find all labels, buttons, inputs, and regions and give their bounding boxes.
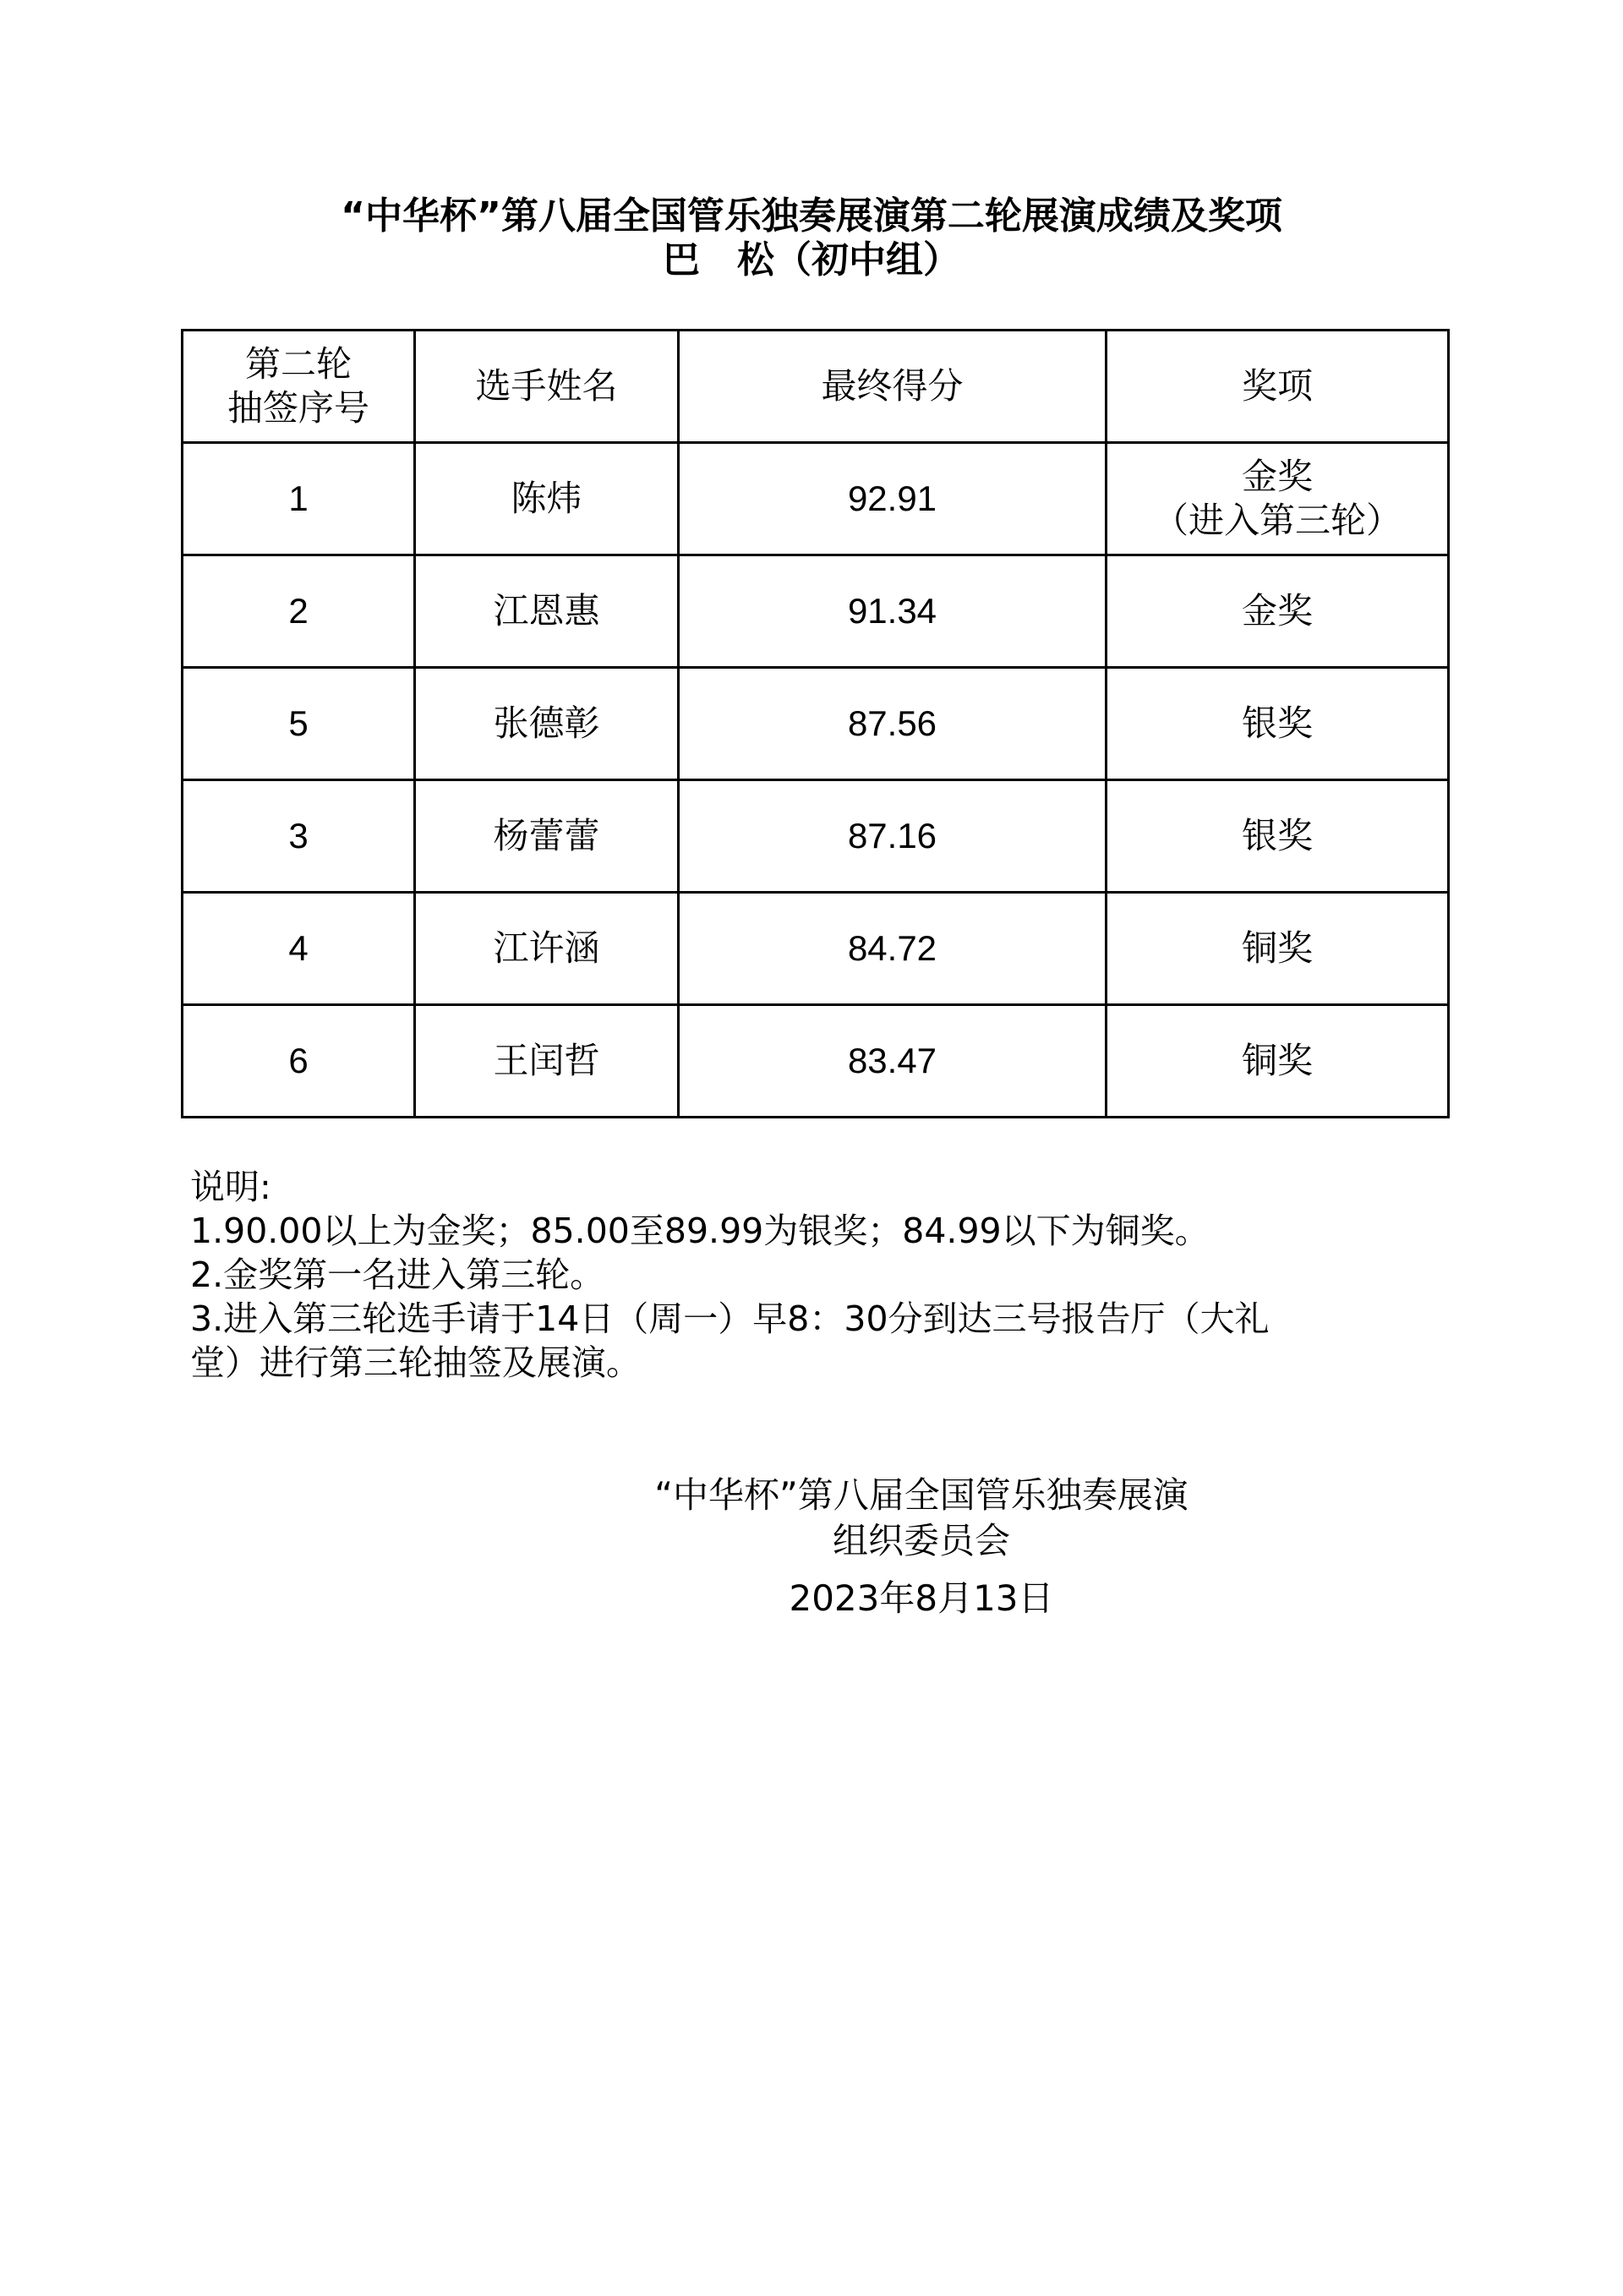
score-cell: 83.47 bbox=[679, 1005, 1107, 1118]
award-cell bbox=[1107, 443, 1449, 555]
notes-item-3-line-2: 堂）进行第三轮抽签及展演。 bbox=[190, 1342, 641, 1383]
score-cell: 92.91 bbox=[679, 443, 1107, 555]
header-draw-number bbox=[183, 331, 415, 443]
signature-committee: 组织委员会 bbox=[832, 1520, 1010, 1561]
signature-organization: “中华杯”第八届全国管乐独奏展演 bbox=[654, 1474, 1189, 1516]
header-score: 最终得分 bbox=[679, 331, 1107, 443]
draw-number-cell: 6 bbox=[183, 1005, 415, 1118]
name-cell: 江许涵 bbox=[415, 893, 679, 1005]
notes-section bbox=[190, 1165, 1416, 1385]
document-subtitle: 巴 松（初中组） bbox=[663, 238, 960, 282]
draw-number-cell: 3 bbox=[183, 780, 415, 893]
name-cell: 王闰哲 bbox=[415, 1005, 679, 1118]
name-cell: 陈炜 bbox=[415, 443, 679, 555]
score-cell: 87.56 bbox=[679, 668, 1107, 780]
notes-heading: 说明: bbox=[190, 1167, 271, 1207]
table-row bbox=[183, 1005, 1449, 1118]
name-cell: 杨蕾蕾 bbox=[415, 780, 679, 893]
notes-item-3-line-1: 3.进入第三轮选手请于14日（周一）早8：30分到达三号报告厅（大礼 bbox=[190, 1298, 1270, 1339]
table-row bbox=[183, 893, 1449, 1005]
score-cell: 84.72 bbox=[679, 893, 1107, 1005]
name-cell: 江恩惠 bbox=[415, 555, 679, 668]
draw-number-cell: 1 bbox=[183, 443, 415, 555]
name-cell: 张德彰 bbox=[415, 668, 679, 780]
draw-number-cell: 2 bbox=[183, 555, 415, 668]
award-note: （进入第三轮） bbox=[1152, 500, 1402, 541]
document-title: “中华杯”第八届全国管乐独奏展演第二轮展演成绩及奖项 bbox=[341, 194, 1282, 238]
score-cell: 87.16 bbox=[679, 780, 1107, 893]
table-header-row bbox=[183, 331, 1449, 443]
notes-item-2: 2.金奖第一名进入第三轮。 bbox=[190, 1255, 605, 1295]
header-name: 选手姓名 bbox=[415, 331, 679, 443]
score-cell: 91.34 bbox=[679, 555, 1107, 668]
table-row bbox=[183, 780, 1449, 893]
draw-number-cell: 4 bbox=[183, 893, 415, 1005]
award-cell: 铜奖 bbox=[1107, 893, 1449, 1005]
table-row bbox=[183, 668, 1449, 780]
notes-item-1: 1.90.00以上为金奖；85.00至89.99为银奖；84.99以下为铜奖。 bbox=[190, 1211, 1210, 1251]
award-cell: 银奖 bbox=[1107, 780, 1449, 893]
draw-number-cell: 5 bbox=[183, 668, 415, 780]
award-cell: 金奖 bbox=[1107, 555, 1449, 668]
header-award: 奖项 bbox=[1107, 331, 1449, 443]
header-draw-number-line1: 第二轮 bbox=[244, 343, 352, 385]
results-table bbox=[181, 329, 1450, 1118]
table-row bbox=[183, 555, 1449, 668]
header-draw-number-line2: 抽签序号 bbox=[227, 387, 369, 429]
award-text: 金奖 bbox=[1241, 456, 1313, 497]
award-cell: 铜奖 bbox=[1107, 1005, 1449, 1118]
award-cell: 银奖 bbox=[1107, 668, 1449, 780]
table-row bbox=[183, 443, 1449, 555]
signature-date: 2023年8月13日 bbox=[789, 1577, 1054, 1619]
